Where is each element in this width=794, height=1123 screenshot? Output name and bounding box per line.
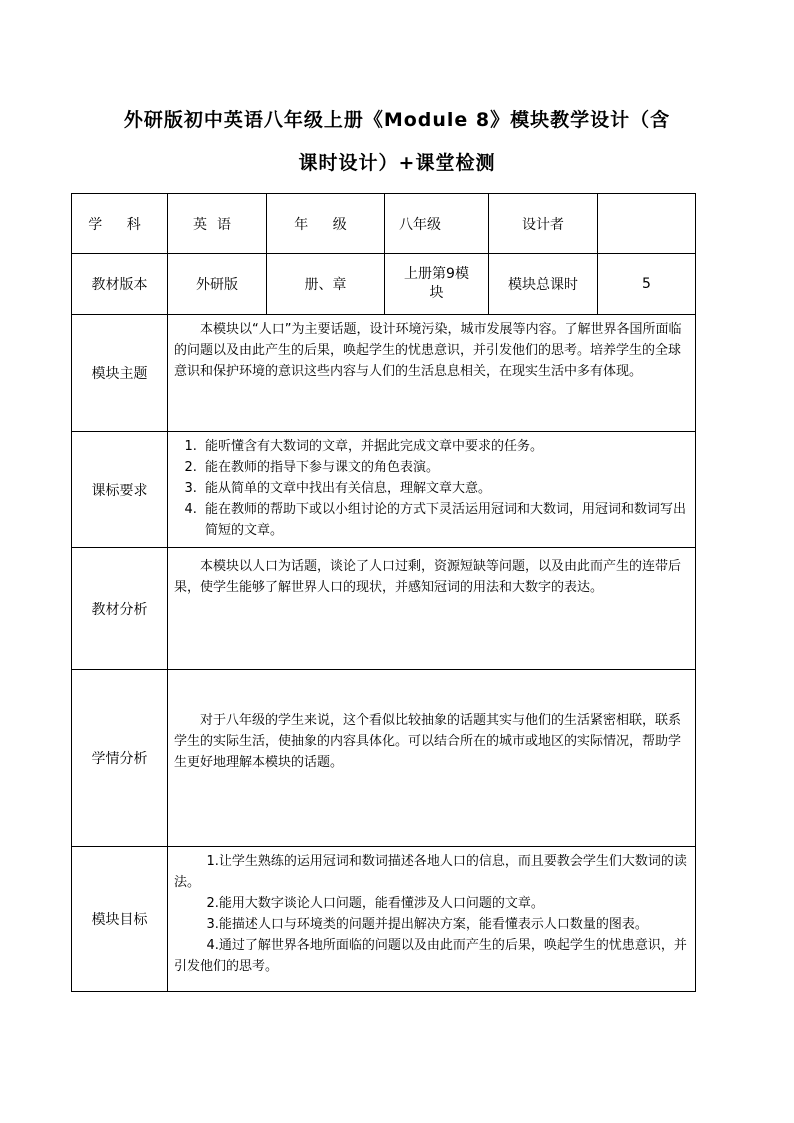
goal-item: 3.能描述人口与环境类的问题并提出解决方案，能看懂表示人口数量的图表。: [206, 917, 648, 932]
grade-label: 年 级: [267, 194, 385, 254]
table-row: [72, 315, 696, 432]
table-row: [72, 548, 696, 670]
designer-label: 设计者: [489, 194, 598, 254]
analysis-label: 教材分析: [72, 548, 168, 670]
volume-value: 上册第9模块: [385, 254, 489, 315]
designer-value: [598, 194, 696, 254]
document-title-line-2: 课时设计）+课堂检测: [298, 152, 496, 174]
table-row: [72, 432, 696, 548]
list-item: 2. 能在教师的指导下参与课文的角色表演。: [201, 457, 689, 478]
hours-value: 5: [598, 254, 696, 315]
students-label: 学情分析: [72, 670, 168, 847]
students-cell: [168, 670, 696, 847]
list-item: 1. 能听懂含有大数词的文章，并据此完成文章中要求的任务。: [201, 436, 689, 457]
lesson-plan-table: [71, 193, 696, 992]
table-row: [72, 194, 696, 254]
hours-label: 模块总课时: [489, 254, 598, 315]
standards-cell: [168, 432, 696, 548]
table-row: [72, 254, 696, 315]
standards-list: [174, 436, 689, 541]
goals-label: 模块目标: [72, 847, 168, 992]
theme-cell: [168, 315, 696, 432]
table-row: [72, 847, 696, 992]
list-item: 4. 能在教师的帮助下或以小组讨论的方式下灵活运用冠词和大数词，用冠词和数词写出简短的文章。: [201, 499, 689, 541]
theme-text: 本模块以“人口”为主要话题，设计环境污染，城市发展等内容。了解世界各国所面临的问题以及由此产生的后果，唤起学生的忧患意识，并引发他们的思考。培养学生的全球意识和保护环境的意识这些内容与人们的生活息息相关，在现实生活中多有体现。: [174, 322, 682, 379]
list-item: 3. 能从简单的文章中找出有关信息，理解文章大意。: [201, 478, 689, 499]
subject-value: 英语: [168, 194, 267, 254]
table-row: [72, 670, 696, 847]
edition-value: 外研版: [168, 254, 267, 315]
edition-label: 教材版本: [72, 254, 168, 315]
subject-label: 学 科: [72, 194, 168, 254]
grade-value: 八年级: [385, 194, 489, 254]
goal-item: 1.让学生熟练的运用冠词和数词描述各地人口的信息，而且要教会学生们大数词的读法。: [174, 854, 687, 890]
theme-label: 模块主题: [72, 315, 168, 432]
goal-item: 2.能用大数字谈论人口问题，能看懂涉及人口问题的文章。: [206, 896, 544, 911]
goal-item: 4.通过了解世界各地所面临的问题以及由此而产生的后果，唤起学生的忧患意识，并引发他们的思考。: [174, 938, 687, 974]
document-title-line-1: 外研版初中英语八年级上册《Module 8》模块教学设计（含: [123, 109, 671, 131]
students-text: 对于八年级的学生来说，这个看似比较抽象的话题其实与他们的生活紧密相联，联系学生的实际生活，使抽象的内容具体化。可以结合所在的城市或地区的实际情况，帮助学生更好地理解本模块的话题。: [174, 713, 682, 770]
analysis-cell: [168, 548, 696, 670]
volume-label: 册、章: [267, 254, 385, 315]
standards-label: 课标要求: [72, 432, 168, 548]
goals-cell: [168, 847, 696, 992]
analysis-text: 本模块以人口为话题，谈论了人口过剩，资源短缺等问题，以及由此而产生的连带后果，使学生能够了解世界人口的现状，并感知冠词的用法和大数字的表达。: [174, 559, 682, 595]
